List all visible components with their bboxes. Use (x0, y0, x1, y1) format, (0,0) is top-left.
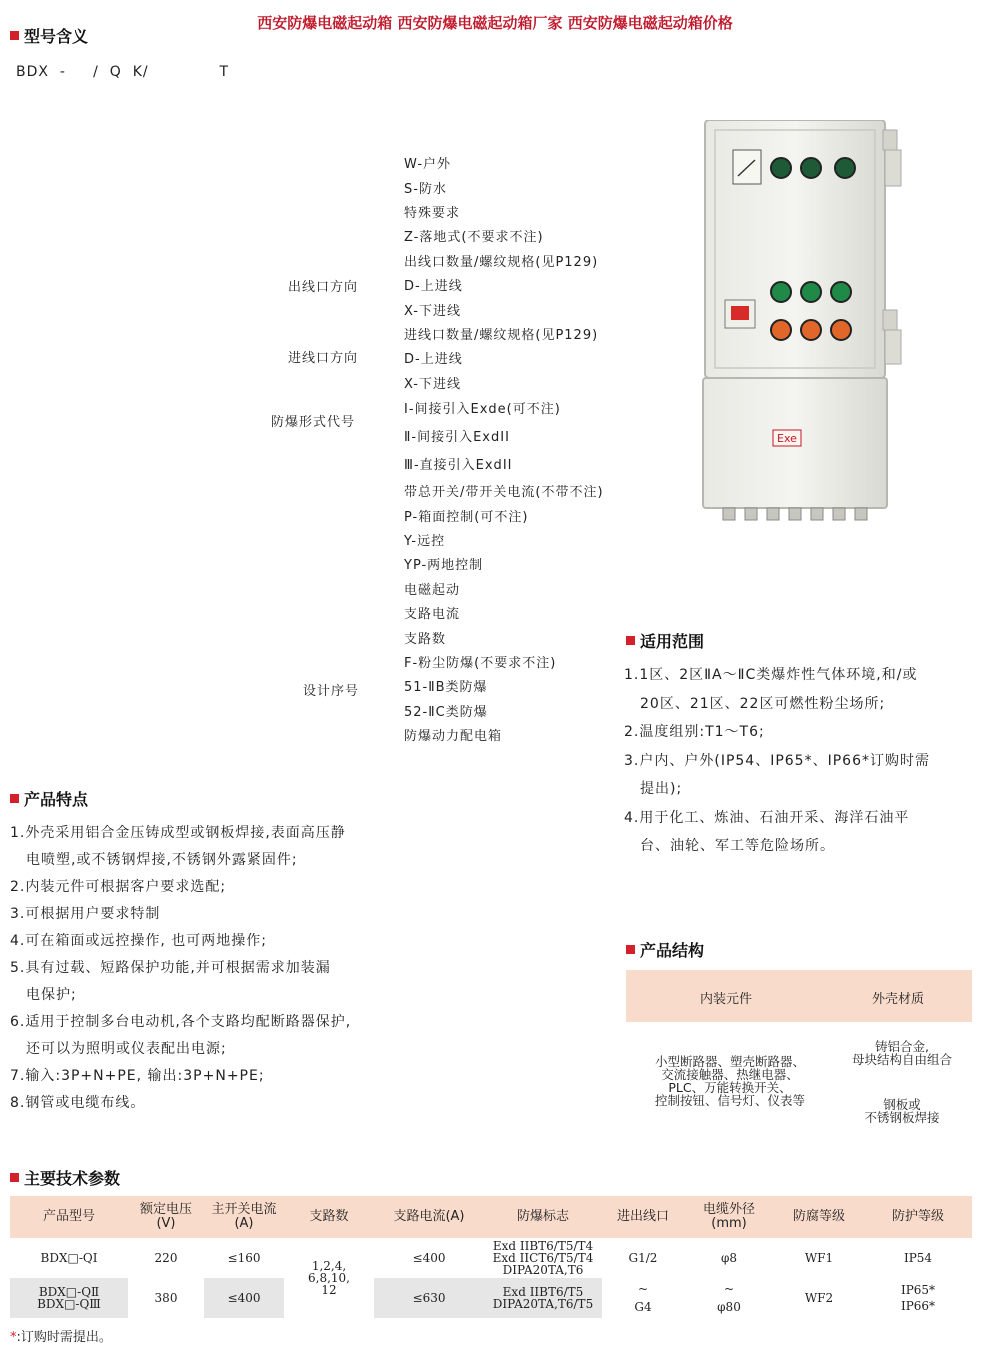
list-item: 4.可在箱面或远控操作, 也可两地操作; (10, 933, 267, 949)
model-option: 防爆动力配电箱 (404, 729, 503, 744)
model-option: D-上进线 (404, 279, 463, 294)
model-option: S-防水 (404, 182, 447, 197)
table-cell: WF1 (804, 1251, 834, 1265)
model-option: Ⅰ-间接引入Exde(可不注) (404, 402, 561, 417)
table-cell: Exd IIBT6/T5/T4 Exd IICT6/T5/T4 DIPA20TA,T6 (492, 1239, 594, 1277)
model-option: 进线口数量/螺纹规格(见P129) (404, 328, 599, 343)
page-title: 西安防爆电磁起动箱 西安防爆电磁起动箱厂家 西安防爆电磁起动箱价格 (257, 14, 733, 32)
list-item: 4.用于化工、炼油、石油开采、海洋石油平 (624, 809, 910, 826)
table-cell: ≤630 (374, 1278, 484, 1318)
model-option: Z-落地式(不要求不注) (404, 230, 544, 245)
list-item: 2.温度组别:T1～T6; (624, 724, 765, 740)
list-item: 还可以为照明或仪表配出电源; (26, 1041, 227, 1057)
table-cell: φ8 (720, 1251, 738, 1265)
structure-material-cast: 铸铝合金, 母块结构自由组合 (851, 1039, 952, 1067)
list-item: 8.钢管或电缆布线。 (10, 1095, 146, 1111)
model-code: BDX - / Q K/ T (16, 64, 230, 80)
column-header: 主开关电流 (A) (204, 1196, 284, 1238)
model-label: 防爆形式代号 (271, 415, 356, 430)
column-header: 电缆外径 (mm) (684, 1196, 774, 1238)
list-item: 3.户内、户外(IP54、IP65*、IP66*订购时需 (624, 752, 930, 769)
list-item: 电保护; (26, 987, 77, 1003)
product-image (697, 120, 905, 530)
bullet-square-icon (626, 945, 635, 954)
column-header: 支路数 (284, 1196, 374, 1238)
table-cell: ~ φ80 (717, 1282, 741, 1314)
model-option: 52-ⅡC类防爆 (404, 705, 488, 720)
column-header: 防护等级 (864, 1196, 972, 1238)
section-heading-features: 产品特点 (10, 787, 88, 810)
table-cell: ~ G4 (634, 1282, 652, 1314)
model-option: 电磁起动 (404, 583, 461, 598)
model-option: D-上进线 (404, 352, 463, 367)
column-header: 额定电压 (V) (128, 1196, 204, 1238)
bullet-square-icon (10, 31, 19, 40)
model-option: X-下进线 (404, 304, 461, 319)
bullet-square-icon (626, 636, 635, 645)
column-header: 支路电流(A) (374, 1196, 484, 1238)
model-option: Y-远控 (404, 534, 446, 549)
table-cell: Exd IIBT6/T5 DIPA20TA,T6/T5 (484, 1278, 602, 1318)
model-option: W-户外 (404, 157, 452, 172)
table-row (10, 1278, 972, 1318)
model-option: Ⅱ-间接引入ExdII (404, 430, 510, 445)
model-option: 支路数 (404, 632, 447, 647)
table-cell: 1,2,4, 6,8,10, 12 (308, 1259, 350, 1297)
table-cell: G1/2 (628, 1251, 658, 1265)
model-option: 特殊要求 (404, 206, 461, 221)
exe-label-plate: Exe (777, 432, 797, 445)
list-item: 6.适用于控制多台电动机,各个支路均配断路器保护, (10, 1014, 352, 1030)
list-item: 2.内装元件可根据客户要求选配; (10, 879, 227, 895)
model-option: P-箱面控制(可不注) (404, 510, 529, 525)
list-item: 5.具有过载、短路保护功能,并可根据需求加装漏 (10, 960, 331, 976)
column-header: 外壳材质 (872, 992, 925, 1007)
table-cell: ≤400 (412, 1251, 446, 1265)
list-item: 1.外壳采用铝合金压铸成型或钢板焊接,表面高压静 (10, 825, 346, 841)
features-list (10, 820, 351, 1117)
list-item: 1.1区、2区ⅡA～ⅡC类爆炸性气体环境,和/或 (624, 667, 918, 683)
section-heading-model-meaning: 型号含义 (10, 24, 88, 47)
model-option: Ⅲ-直接引入ExdII (404, 458, 513, 473)
section-heading-scope: 适用范围 (626, 629, 704, 652)
bullet-square-icon (10, 794, 19, 803)
table-cell: BDX□-QⅡ BDX□-QⅢ (10, 1278, 128, 1318)
model-option: YP-两地控制 (404, 558, 484, 573)
section-heading-params: 主要技术参数 (10, 1166, 120, 1189)
column-header: 进出线口 (602, 1196, 684, 1238)
list-item: 20区、21区、22区可燃性粉尘场所; (640, 695, 886, 712)
table-cell: ≤400 (204, 1278, 284, 1318)
order-note: *:订购时需提出。 (10, 1330, 112, 1345)
model-label: 设计序号 (303, 684, 360, 699)
table-cell: WF2 (804, 1291, 834, 1305)
model-option: 支路电流 (404, 607, 461, 622)
model-label: 出线口方向 (288, 280, 359, 295)
bullet-square-icon (10, 1173, 19, 1182)
scope-list (624, 661, 930, 861)
list-item: 提出); (640, 781, 683, 797)
table-header-row (10, 1196, 972, 1238)
model-option: 出线口数量/螺纹规格(见P129) (404, 255, 599, 270)
column-header: 防腐等级 (774, 1196, 864, 1238)
table-row (10, 1238, 972, 1278)
structure-components: 小型断路器、塑壳断路器、 交流接触器、热继电器、 PLC、万能转换开关、 控制按钮、信号灯、仪表等 (654, 1054, 805, 1108)
model-option: 51-ⅡB类防爆 (404, 680, 488, 695)
structure-table-header (626, 970, 972, 1022)
list-item: 电喷塑,或不锈钢焊接,不锈钢外露紧固件; (26, 852, 298, 868)
list-item: 台、油轮、军工等危险场所。 (640, 838, 835, 854)
table-cell: BDX□-QⅠ (40, 1251, 98, 1265)
column-header: 产品型号 (10, 1196, 128, 1238)
section-heading-structure: 产品结构 (626, 938, 704, 961)
table-cell: 380 (154, 1291, 178, 1305)
model-label: 进线口方向 (288, 351, 359, 366)
table-cell: IP54 (903, 1251, 933, 1265)
model-option: 带总开关/带开关电流(不带不注) (404, 485, 604, 500)
column-header: 防爆标志 (484, 1196, 602, 1238)
model-option: F-粉尘防爆(不要求不注) (404, 656, 557, 671)
table-cell: ≤160 (227, 1251, 261, 1265)
table-cell: 220 (154, 1251, 178, 1265)
list-item: 3.可根据用户要求特制 (10, 906, 161, 922)
params-table (10, 1196, 972, 1318)
structure-material-steel: 钢板或 不锈钢板焊接 (864, 1097, 940, 1125)
column-header: 内装元件 (700, 992, 753, 1007)
table-cell: IP65* IP66* (900, 1283, 936, 1313)
model-option: X-下进线 (404, 377, 461, 392)
list-item: 7.输入:3P+N+PE, 输出:3P+N+PE; (10, 1068, 265, 1084)
